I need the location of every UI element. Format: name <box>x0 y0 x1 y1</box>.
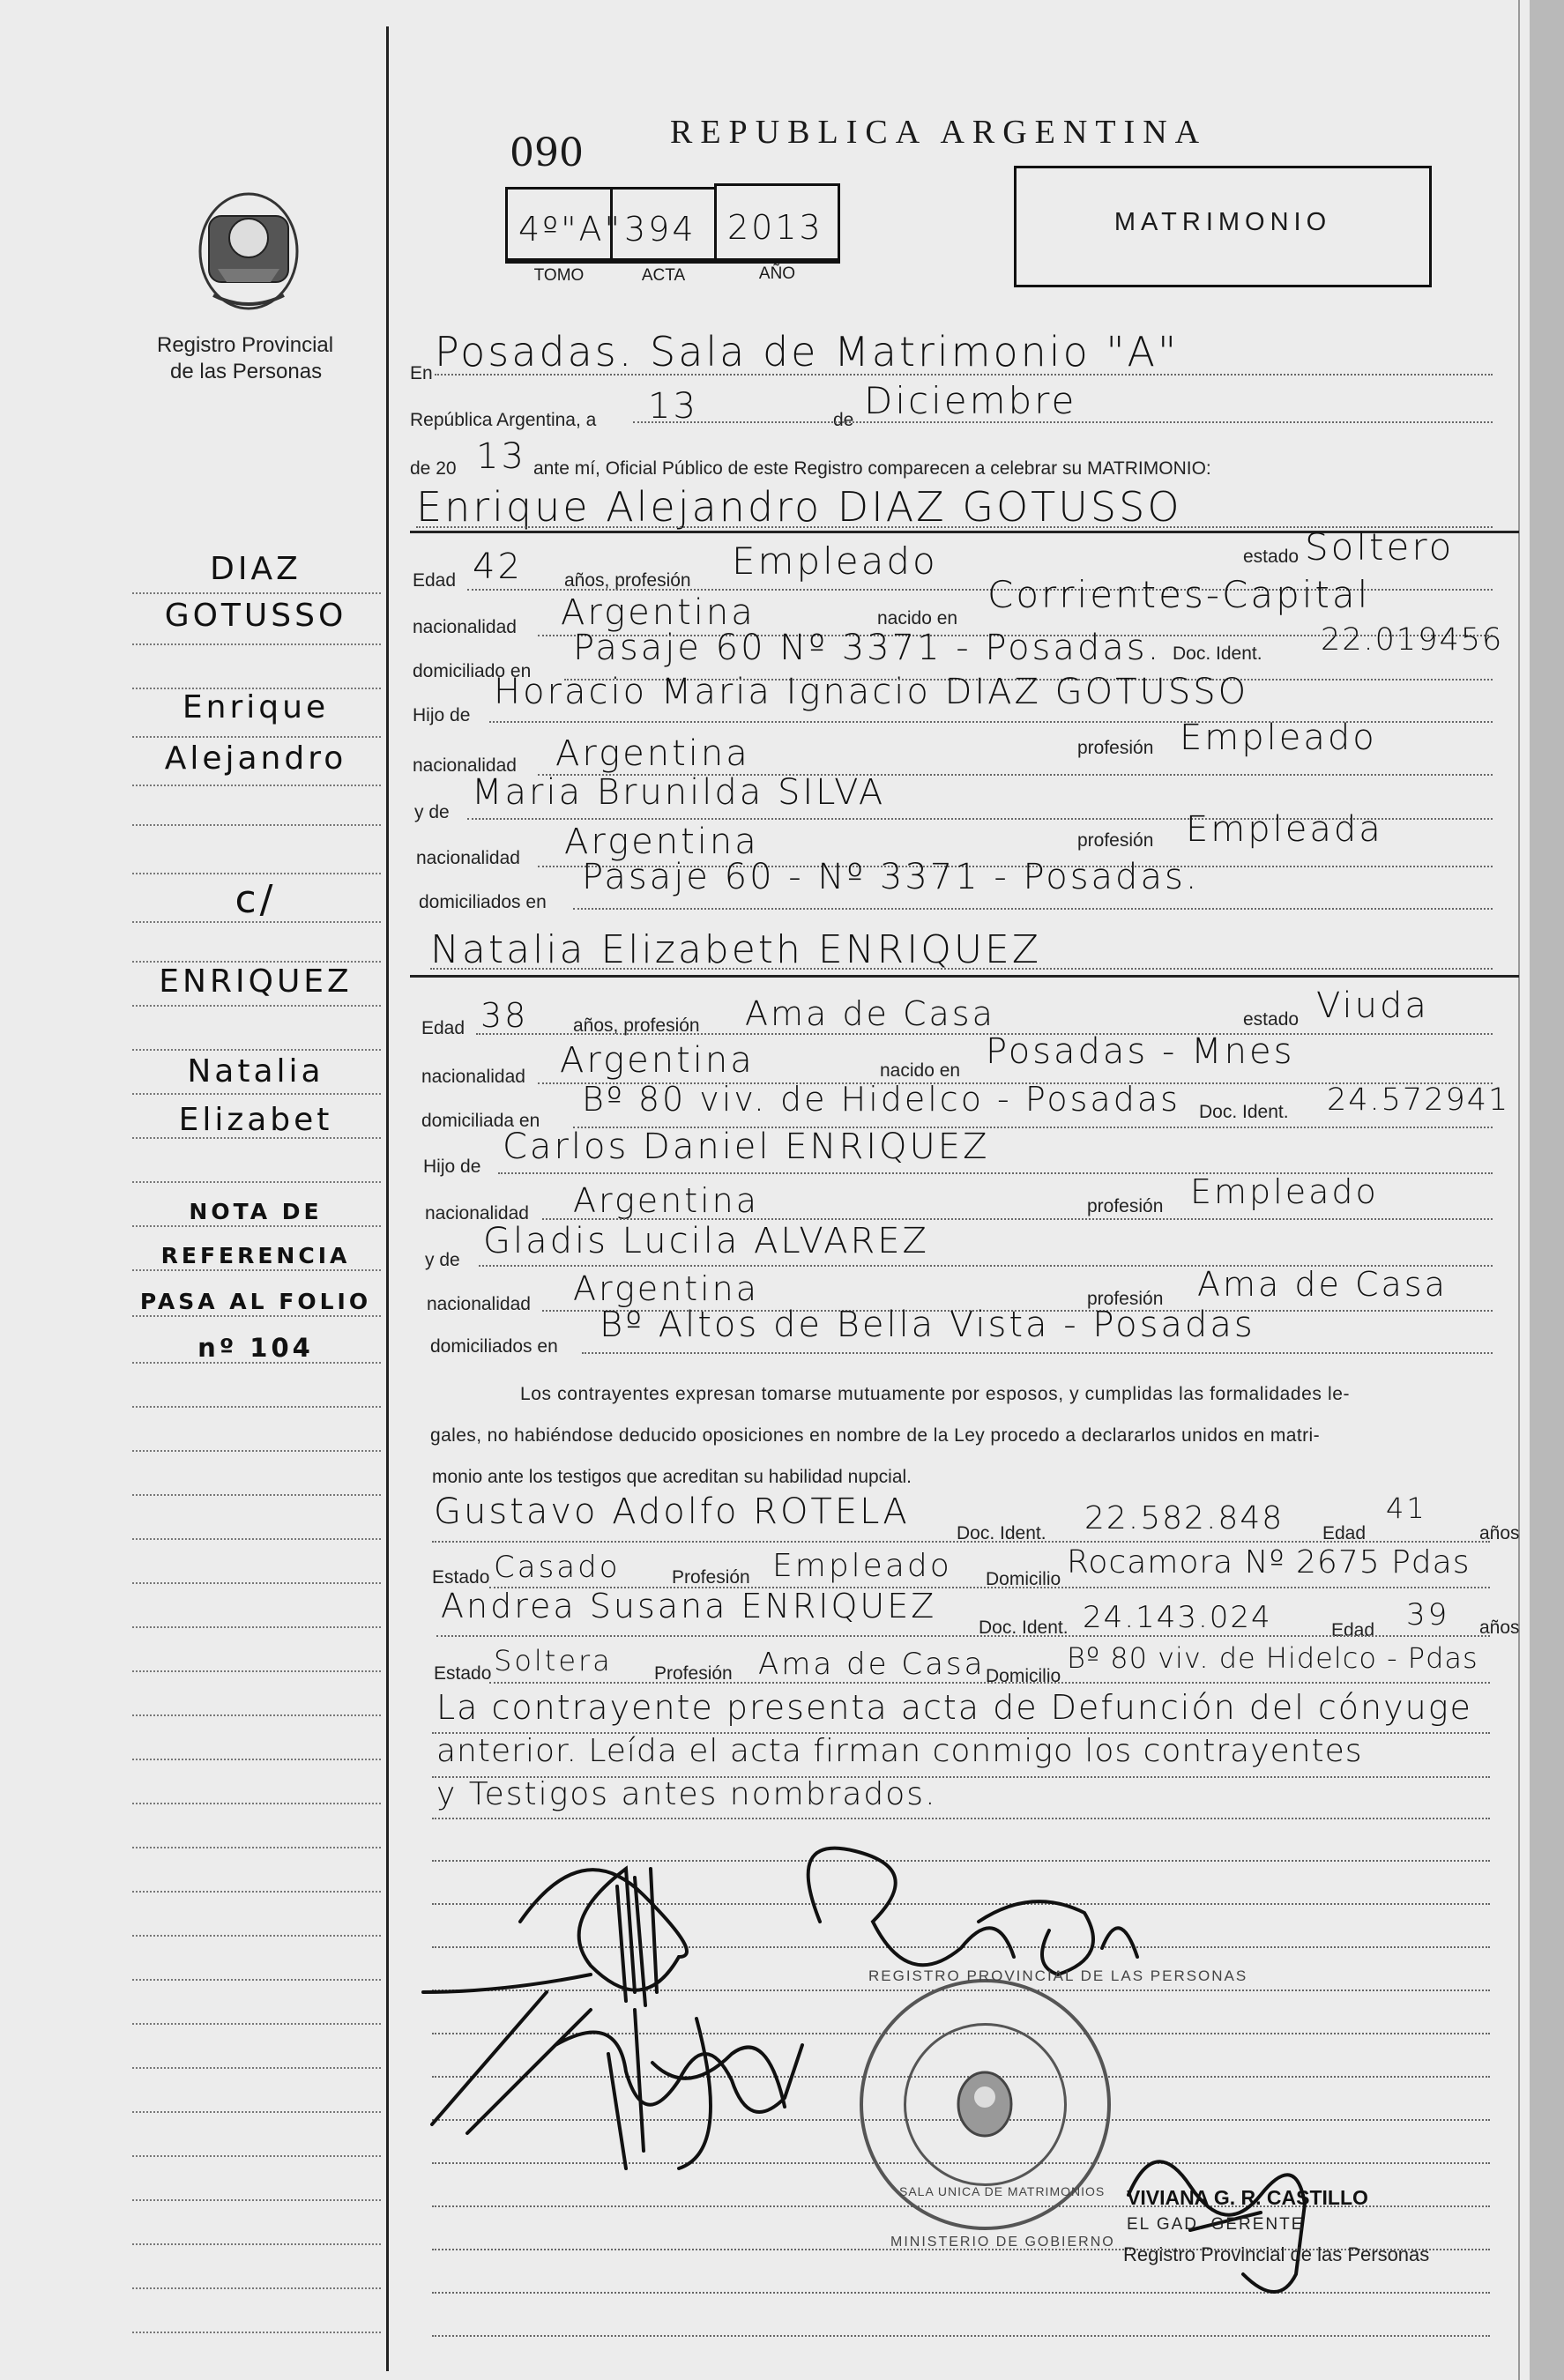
margin-groom-surname-2: GOTUSSO <box>164 598 347 634</box>
groom-parents-address-line <box>573 908 1493 910</box>
groom-father-profession: Empleado <box>1180 718 1377 758</box>
margin-ruled-line <box>132 1269 381 1271</box>
bride-full-name: Natalia Elizabeth ENRIQUEZ <box>430 927 1041 972</box>
margin-ruled-line <box>132 1406 381 1408</box>
margin-ruled-line <box>132 2111 381 2113</box>
groom-edad-label: Edad <box>413 570 457 591</box>
groom-yde-label: y de <box>414 802 450 822</box>
margin-ruled-line <box>132 873 381 874</box>
bride-mother-nationality-label: nacionalidad <box>427 1294 531 1314</box>
groom-father-nationality: Argentina <box>555 733 750 774</box>
margin-ruled-line <box>132 1891 381 1893</box>
groom-age: 42 <box>473 547 523 587</box>
groom-full-name: Enrique Alejandro DIAZ GOTUSSO <box>416 483 1182 531</box>
witness2-status: Soltera <box>494 1644 613 1677</box>
signature-4 <box>608 2010 785 2168</box>
margin-ruled-line <box>132 1979 381 1981</box>
margin-note-line2: REFERENCIA <box>160 1243 351 1268</box>
bride-estado-label: estado <box>1243 1009 1300 1030</box>
witness2-anos-label: años <box>1479 1618 1520 1638</box>
margin-ruled-line <box>132 592 381 594</box>
groom-domiciliados-label: domiciliados en <box>419 892 547 912</box>
bride-father-nationality-line <box>542 1218 1493 1220</box>
groom-mother-profession: Empleada <box>1186 809 1383 850</box>
margin-ruled-line <box>132 643 381 645</box>
margin-bride-name-2: Elizabet <box>178 1102 333 1138</box>
year-suffix: 13 <box>476 436 526 477</box>
en-label: En <box>410 363 433 383</box>
bride-birthplace: Posadas - Mnes <box>986 1031 1295 1072</box>
witness2-profesion-label: Profesión <box>654 1663 733 1684</box>
margin-ruled-line <box>132 1005 381 1007</box>
closing-line1: La contrayente presenta acta de Defunción del cónyuge <box>436 1688 1472 1727</box>
bride-edad-label: Edad <box>421 1018 465 1038</box>
groom-father-name: Horacio Maria Ignacio DIAZ GOTUSSO <box>494 672 1249 712</box>
margin-ruled-line <box>132 1137 381 1139</box>
bride-name-line <box>430 968 1493 970</box>
margin-groom-name-1: Enrique <box>182 689 330 725</box>
month-value: Diciembre <box>864 379 1077 422</box>
margin-ruled-line <box>132 2067 381 2069</box>
bride-marital-status: Viuda <box>1316 985 1429 1026</box>
groom-mother-name: Maria Brunilda SILVA <box>472 772 886 813</box>
bride-nacionalidad-label: nacionalidad <box>421 1067 525 1087</box>
margin-ruled-line <box>132 1803 381 1804</box>
witness1-name: Gustavo Adolfo ROTELA <box>434 1491 910 1532</box>
groom-nacionalidad-label: nacionalidad <box>413 617 517 637</box>
margin-ruled-line <box>132 1049 381 1051</box>
acta-label: ACTA <box>641 266 686 285</box>
bride-domiciliados-label: domiciliados en <box>430 1336 558 1357</box>
tomo-label: TOMO <box>533 266 585 285</box>
witness2-estado-label: Estado <box>434 1663 492 1684</box>
margin-ruled-line <box>132 1935 381 1937</box>
page-edge <box>1530 0 1564 2380</box>
bride-age: 38 <box>480 996 529 1035</box>
witness1-doc: 22.582.848 <box>1084 1500 1285 1536</box>
witness2-name-line <box>436 1635 1490 1637</box>
margin-ruled-line <box>132 2332 381 2333</box>
bride-profession: Ama de Casa <box>745 994 995 1033</box>
registry-name-line1: Registro Provincial <box>157 333 334 357</box>
bride-parents-address-line <box>582 1352 1493 1354</box>
witness1-anos-label: años <box>1479 1523 1520 1543</box>
stamp-bottom-text: MINISTERIO DE GOBIERNO <box>890 2235 1115 2250</box>
right-border <box>1518 0 1520 2380</box>
margin-ruled-line <box>132 921 381 923</box>
margin-ruled-line <box>132 1450 381 1452</box>
signature-2 <box>808 1848 1137 1975</box>
bride-nacido-label: nacido en <box>880 1060 961 1081</box>
witness2-address: Bº 80 viv. de Hidelco - Pdas <box>1067 1641 1478 1675</box>
margin-ruled-line <box>132 1582 381 1584</box>
margin-ruled-line <box>132 1362 381 1364</box>
margin-note-line3: PASA AL FOLIO <box>139 1289 372 1314</box>
margin-ruled-line <box>132 2287 381 2289</box>
bride-section-rule <box>410 975 1519 978</box>
margin-ruled-line <box>132 1225 381 1227</box>
bride-parents-address: Bº Altos de Bella Vista - Posadas <box>600 1305 1255 1345</box>
provincial-coat-of-arms-icon <box>196 190 302 313</box>
groom-mother-nationality: Argentina <box>564 822 759 862</box>
margin-groom-surname-1: DIAZ <box>210 551 302 587</box>
groom-anos-profesion-label: años, profesión <box>564 570 691 591</box>
witness1-doc-label: Doc. Ident. <box>957 1523 1046 1543</box>
margin-ruled-line <box>132 1626 381 1628</box>
margin-note-line1: NOTA DE <box>189 1199 323 1224</box>
day-value: 13 <box>648 386 698 427</box>
margin-ruled-line <box>132 785 381 786</box>
witness1-address: Rocamora Nº 2675 Pdas <box>1067 1544 1471 1580</box>
witness2-edad-label: Edad <box>1331 1620 1375 1640</box>
ano-label: AÑO <box>758 264 796 283</box>
groom-hijo-label: Hijo de <box>413 705 471 725</box>
witness1-domicilio-label: Domicilio <box>986 1569 1061 1589</box>
groom-mother-nationality-label: nacionalidad <box>416 848 520 868</box>
margin-bride-surname: ENRIQUEZ <box>159 963 353 1000</box>
witness2-doc: 24.143.024 <box>1083 1600 1272 1635</box>
closing-line3: y Testigos antes nombrados. <box>436 1776 937 1812</box>
official-office: Registro Provincial de las Personas <box>1123 2243 1430 2265</box>
bride-hijo-label: Hijo de <box>423 1157 481 1177</box>
margin-ruled-line <box>132 2199 381 2201</box>
witness1-status: Casado <box>494 1550 621 1585</box>
declaration-line3: monio ante los testigos que acreditan su habilidad nupcial. <box>432 1467 912 1487</box>
bride-mother-profession: Ama de Casa <box>1197 1265 1448 1304</box>
closing-line2: anterior. Leída el acta firman conmigo los contrayentes <box>436 1733 1363 1769</box>
bride-domiciliada-label: domiciliada en <box>421 1111 540 1131</box>
groom-nationality: Argentina <box>561 592 756 633</box>
margin-ruled-line <box>132 2023 381 2025</box>
groom-mother-profesion-label: profesión <box>1077 830 1154 851</box>
margin-connector: c/ <box>235 877 277 922</box>
margin-ruled-line <box>132 2155 381 2157</box>
registry-name-line2: de las Personas <box>170 360 323 383</box>
bride-address: Bº 80 viv. de Hidelco - Posadas <box>582 1080 1180 1119</box>
margin-note-line4: nº 104 <box>197 1333 314 1363</box>
acta-value: 394 <box>624 210 696 249</box>
groom-parents-address: Pasaje 60 - Nº 3371 - Posadas. <box>582 857 1200 897</box>
margin-ruled-line <box>132 1315 381 1317</box>
groom-doc-number: 22.019456 <box>1321 622 1504 658</box>
witness1-estado-label: Estado <box>432 1567 490 1588</box>
bride-mother-name: Gladis Lucila ALVAREZ <box>483 1221 929 1261</box>
groom-address: Pasaje 60 Nº 3371 - Posadas. <box>573 628 1162 668</box>
margin-ruled-line <box>132 824 381 826</box>
bride-mother-profesion-label: profesión <box>1087 1289 1164 1309</box>
groom-doc-label: Doc. Ident. <box>1173 643 1262 664</box>
margin-ruled-line <box>132 1538 381 1540</box>
official-name: VIVIANA G. R. CASTILLO <box>1127 2186 1368 2209</box>
margin-ruled-line <box>132 1670 381 1672</box>
appear-text: ante mí, Oficial Público de este Registro comparecen a celebrar su MATRIMONIO: <box>533 458 1211 479</box>
witness2-domicilio-label: Domicilio <box>986 1666 1061 1686</box>
groom-profession: Empleado <box>732 539 938 583</box>
margin-ruled-line <box>132 1714 381 1716</box>
groom-domiciliado-label: domiciliado en <box>413 661 532 681</box>
tomo-value: 4º"A" <box>518 210 623 249</box>
bride-edad-line <box>476 1033 1493 1035</box>
witness2-details-line <box>489 1682 1490 1684</box>
de-label: de <box>833 410 854 430</box>
declaration-line1: Los contrayentes expresan tomarse mutuamente por esposos, y cumplidas las formalidades le- <box>520 1384 1351 1404</box>
country-title: REPUBLICA ARGENTINA <box>670 114 1208 151</box>
signature-ruled-line <box>432 2335 1490 2337</box>
groom-birthplace: Corrientes-Capital <box>987 573 1371 616</box>
date-line <box>633 421 1493 423</box>
witness1-age: 41 <box>1386 1491 1427 1525</box>
margin-bride-name-1: Natalia <box>187 1053 324 1090</box>
bride-father-profesion-label: profesión <box>1087 1196 1164 1216</box>
bride-doc-label: Doc. Ident. <box>1199 1102 1289 1122</box>
groom-marital-status: Soltero <box>1305 525 1455 569</box>
groom-father-profesion-label: profesión <box>1077 738 1154 758</box>
margin-ruled-line <box>132 1494 381 1496</box>
margin-ruled-line <box>132 1093 381 1095</box>
witness2-age: 39 <box>1406 1597 1450 1633</box>
stamp-emblem-icon <box>948 2067 1023 2142</box>
place-value: Posadas. Sala de Matrimonio "A" <box>435 328 1180 376</box>
stamp-inner-text: SALA UNICA DE MATRIMONIOS <box>899 2184 1106 2198</box>
margin-ruled-line <box>132 1759 381 1760</box>
margin-ruled-line <box>132 2243 381 2245</box>
margin-groom-name-2: Alejandro <box>164 740 347 777</box>
witness2-name: Andrea Susana ENRIQUEZ <box>441 1587 937 1625</box>
signature-3 <box>432 1992 802 2168</box>
grid-divider <box>505 261 840 264</box>
folio-number: 090 <box>510 130 584 175</box>
bride-father-nationality: Argentina <box>573 1181 760 1220</box>
ano-value: 2013 <box>727 208 823 247</box>
signature-1 <box>423 1869 687 2005</box>
margin-ruled-line <box>132 688 381 689</box>
groom-father-nationality-label: nacionalidad <box>413 755 517 776</box>
witness2-profession: Ama de Casa <box>758 1647 986 1682</box>
bride-mother-nationality: Argentina <box>573 1269 760 1308</box>
margin-ruled-line <box>132 736 381 738</box>
witness1-profesion-label: Profesión <box>672 1567 750 1588</box>
groom-nacido-label: nacido en <box>877 608 958 628</box>
groom-estado-label: estado <box>1243 547 1300 567</box>
margin-ruled-line <box>132 1181 381 1183</box>
bride-doc-number: 24.572941 <box>1327 1082 1510 1118</box>
witness1-name-line <box>432 1541 1490 1543</box>
certificate-type: MATRIMONIO <box>1113 208 1332 236</box>
bride-father-name: Carlos Daniel ENRIQUEZ <box>503 1127 990 1167</box>
official-title: EL GAD. GERENTE <box>1127 2215 1305 2234</box>
stamp-outer-text: REGISTRO PROVINCIAL DE LAS PERSONAS <box>868 1967 1248 1984</box>
margin-ruled-line <box>132 961 381 963</box>
place-line <box>435 374 1493 376</box>
declaration-line2: gales, no habiéndose deducido oposiciones en nombre de la Ley procedo a declararlos unidos en matri- <box>430 1425 1320 1446</box>
bride-nationality: Argentina <box>560 1040 755 1081</box>
year-prefix: de 20 <box>410 458 457 479</box>
margin-ruled-line <box>132 1847 381 1848</box>
bride-father-profession: Empleado <box>1190 1172 1379 1211</box>
bride-yde-label: y de <box>425 1250 460 1270</box>
witness1-profession: Empleado <box>772 1548 952 1584</box>
republic-label: República Argentina, a <box>410 410 597 430</box>
witness1-edad-label: Edad <box>1322 1523 1367 1543</box>
witness2-doc-label: Doc. Ident. <box>979 1618 1069 1638</box>
bride-anos-profesion-label: años, profesión <box>573 1015 700 1036</box>
bride-father-nationality-label: nacionalidad <box>425 1203 529 1223</box>
